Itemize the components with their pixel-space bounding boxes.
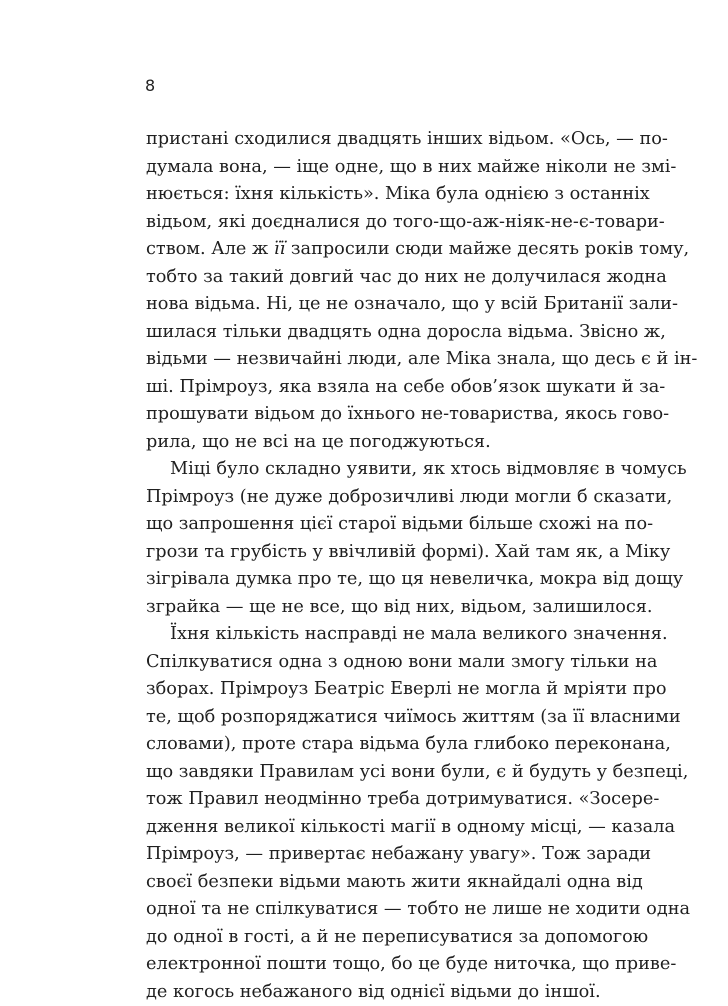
text-line: шилася тільки двадцять одна доросла відьма. Звісно ж, xyxy=(146,319,582,347)
body-text xyxy=(146,126,582,1006)
text-line: одної та не спілкуватися — тобто не лише не ходити одна xyxy=(146,896,582,924)
text-line: до одної в гості, а й не переписуватися за допомогою xyxy=(146,924,582,952)
text-line: грози та грубість у ввічливій формі). Хай там як, а Міку xyxy=(146,539,582,567)
text-line xyxy=(146,236,582,264)
text-line: де когось небажаного від однієї відьми до іншої. xyxy=(146,979,582,1006)
text-line: що запрошення цієї старої відьми більше схожі на по- xyxy=(146,511,582,539)
text-line: Міці було складно уявити, як хтось відмовляє в чомусь xyxy=(146,456,582,484)
text-line: рила, що не всі на це погоджуються. xyxy=(146,429,582,457)
text-line: що завдяки Правилам усі вони були, є й будуть у безпеці, xyxy=(146,759,582,787)
text-line: ші. Прімроуз, яка взяла на себе обов’язок шукати й за- xyxy=(146,374,582,402)
text-line: тобто за такий довгий час до них не долучилася жодна xyxy=(146,264,582,292)
text-line: зграйка — ще не все, що від них, відьом, залишилося. xyxy=(146,594,582,622)
text-line: думала вона, — іще одне, що в них майже ніколи не змі- xyxy=(146,154,582,182)
text-line: зігрівала думка про те, що ця невеличка, мокра від дощу xyxy=(146,566,582,594)
text-line: Їхня кількість насправді не мала великого значення. xyxy=(146,621,582,649)
text-line: нова відьма. Ні, це не означало, що у всій Британії зали- xyxy=(146,291,582,319)
text-line: пристані сходилися двадцять інших відьом. «Ось, — по- xyxy=(146,126,582,154)
text-line: зборах. Прімроуз Беатріс Еверлі не могла й мріяти про xyxy=(146,676,582,704)
text-line: відьом, які доєдналися до того-що-аж-ніяк-не-є-товари- xyxy=(146,209,582,237)
emphasis-run: її xyxy=(274,239,285,259)
text-line: електронної пошти тощо, бо це буде ниточка, що приве- xyxy=(146,951,582,979)
text-run: запросили сюди майже десять років тому, xyxy=(285,239,689,259)
text-line: Спілкуватися одна з одною вони мали змогу тільки на xyxy=(146,649,582,677)
text-line: Прімроуз (не дуже доброзичливі люди могли б сказати, xyxy=(146,484,582,512)
text-line: Прімроуз, — привертає небажану увагу». Тож заради xyxy=(146,841,582,869)
text-line: те, щоб розпоряджатися чиїмось життям (за її власними xyxy=(146,704,582,732)
text-line: нюється: їхня кількість». Міка була однією з останніх xyxy=(146,181,582,209)
text-line: словами), проте стара відьма була глибоко переконана, xyxy=(146,731,582,759)
text-line: дження великої кількості магії в одному місці, — казала xyxy=(146,814,582,842)
text-line: прошувати відьом до їхнього не-товариства, якось гово- xyxy=(146,401,582,429)
text-line: відьми — незвичайні люди, але Міка знала, що десь є й ін- xyxy=(146,346,582,374)
text-line: тож Правил неодмінно треба дотримуватися. «Зосере- xyxy=(146,786,582,814)
text-run: ством. Але ж xyxy=(146,239,274,259)
page-number: 8 xyxy=(145,76,155,96)
text-line: своєї безпеки відьми мають жити якнайдалі одна від xyxy=(146,869,582,897)
